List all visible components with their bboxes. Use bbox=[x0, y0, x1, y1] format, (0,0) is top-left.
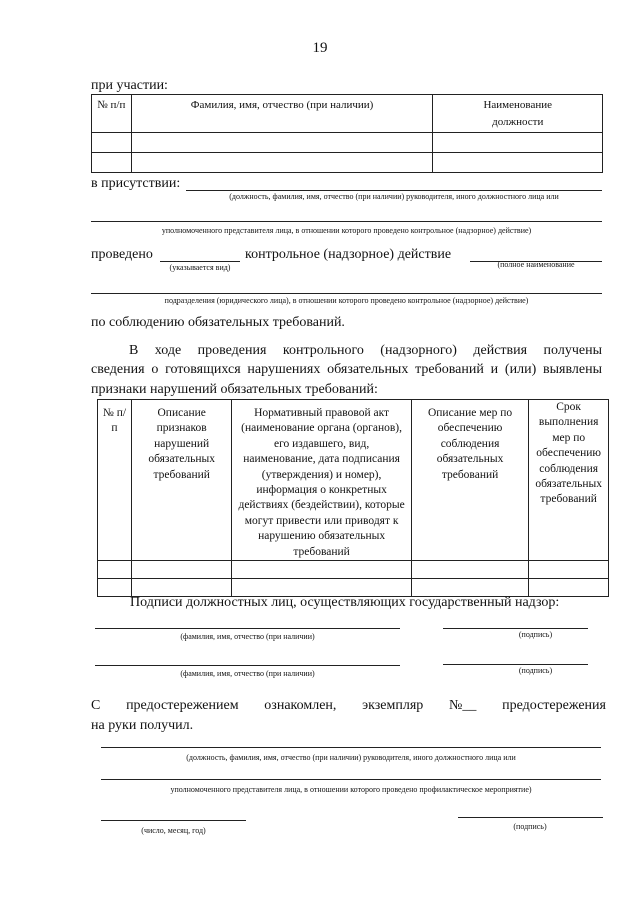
official-signature-line-1[interactable] bbox=[443, 628, 588, 629]
official-fio-input-line-2[interactable] bbox=[95, 665, 400, 666]
compliance-text: по соблюдению обязательных требований. bbox=[91, 315, 345, 330]
page-number: 19 bbox=[312, 40, 328, 56]
unit-name-caption: (полное наименование bbox=[497, 260, 575, 269]
paragraph-line-2: сведения о готовящихся нарушениях обязательных требований и (или) выявлены bbox=[91, 362, 602, 377]
conducted-word: проведено bbox=[91, 247, 153, 262]
paragraph-line-1: В ходе проведения контрольного (надзорного) действия получены bbox=[129, 343, 602, 358]
ack-copy-number: №__ bbox=[449, 698, 477, 713]
presence-label: в присутствии: bbox=[91, 176, 181, 191]
violations-table bbox=[97, 399, 609, 597]
recipient-signature-line[interactable] bbox=[458, 817, 603, 818]
header-number: № п/п bbox=[92, 95, 132, 133]
action-type-input-line[interactable] bbox=[160, 261, 240, 262]
ack-word: предостережения bbox=[502, 698, 606, 713]
vt-header-description: Описание признаков нарушений обязательных требований bbox=[131, 400, 231, 561]
signatures-title: Подписи должностных лиц, осуществляющих государственный надзор: bbox=[130, 595, 560, 610]
sign-caption-1: (подпись) bbox=[518, 630, 553, 639]
recipient-input-line-2[interactable] bbox=[101, 779, 601, 780]
fio-caption-1: (фамилия, имя, отчество (при наличии) bbox=[180, 632, 315, 641]
acknowledgment-line-1 bbox=[91, 698, 606, 714]
table-row bbox=[92, 133, 603, 153]
table-row bbox=[98, 561, 609, 579]
conducted-text: контрольное (надзорное) действие bbox=[245, 247, 452, 262]
header-position: Наименование должности bbox=[433, 95, 603, 133]
ack-word: ознакомлен, bbox=[264, 698, 337, 713]
date-caption: (число, месяц, год) bbox=[141, 826, 206, 835]
recipient-input-line-1[interactable] bbox=[101, 747, 601, 748]
presence-input-line-2[interactable] bbox=[91, 221, 602, 222]
fio-caption-2: (фамилия, имя, отчество (при наличии) bbox=[180, 669, 315, 678]
date-input-line[interactable] bbox=[101, 820, 246, 821]
vt-header-measures: Описание мер по обеспечению соблюдения обязательных требований bbox=[411, 400, 529, 561]
participation-label: при участии: bbox=[91, 78, 168, 93]
table-row bbox=[92, 153, 603, 173]
vt-header-legal-act: Нормативный правовой акт (наименование органа (органов), его издавшего, вид, наименование, дата подписания (утверждения) и номер), информация о конкретных действиях (бездействии), которые могут привести или приводят к нарушению обязательных требований bbox=[232, 400, 411, 561]
unit-caption: подразделения (юридического лица), в отношении которого проведено контрольное (надзорное) действие) bbox=[164, 296, 529, 305]
header-fio: Фамилия, имя, отчество (при наличии) bbox=[131, 95, 433, 133]
recipient-caption-1: (должность, фамилия, имя, отчество (при наличии) руководителя, иного должностного лица или bbox=[186, 753, 516, 762]
presence-caption-2: уполномоченного представителя лица, в отношении которого проведено контрольное (надзорное) действие) bbox=[161, 226, 532, 235]
recipient-sign-caption: (подпись) bbox=[513, 822, 547, 831]
vt-header-deadline: Срок выполнения мер по обеспечению соблюдения обязательных требований bbox=[529, 400, 609, 561]
action-type-caption: (указывается вид) bbox=[169, 263, 231, 272]
ack-word: предостережением bbox=[126, 698, 239, 713]
presence-caption-1: (должность, фамилия, имя, отчество (при наличии) руководителя, иного должностного лица или bbox=[229, 192, 559, 201]
ack-word: экземпляр bbox=[362, 698, 424, 713]
sign-caption-2: (подпись) bbox=[518, 666, 553, 675]
ack-word: С bbox=[91, 698, 101, 713]
official-fio-input-line-1[interactable] bbox=[95, 628, 400, 629]
official-signature-line-2[interactable] bbox=[443, 664, 588, 665]
unit-input-line[interactable] bbox=[91, 293, 602, 294]
paragraph-line-3: признаки нарушений обязательных требований: bbox=[91, 382, 378, 397]
presence-input-line[interactable] bbox=[186, 190, 602, 191]
recipient-caption-2: уполномоченного представителя лица, в отношении которого проведено профилактическое мероприятие) bbox=[170, 785, 532, 794]
vt-header-number: № п/п bbox=[98, 400, 132, 561]
table-row bbox=[98, 579, 609, 597]
participation-table bbox=[91, 94, 603, 173]
acknowledgment-line-2: на руки получил. bbox=[91, 718, 194, 733]
